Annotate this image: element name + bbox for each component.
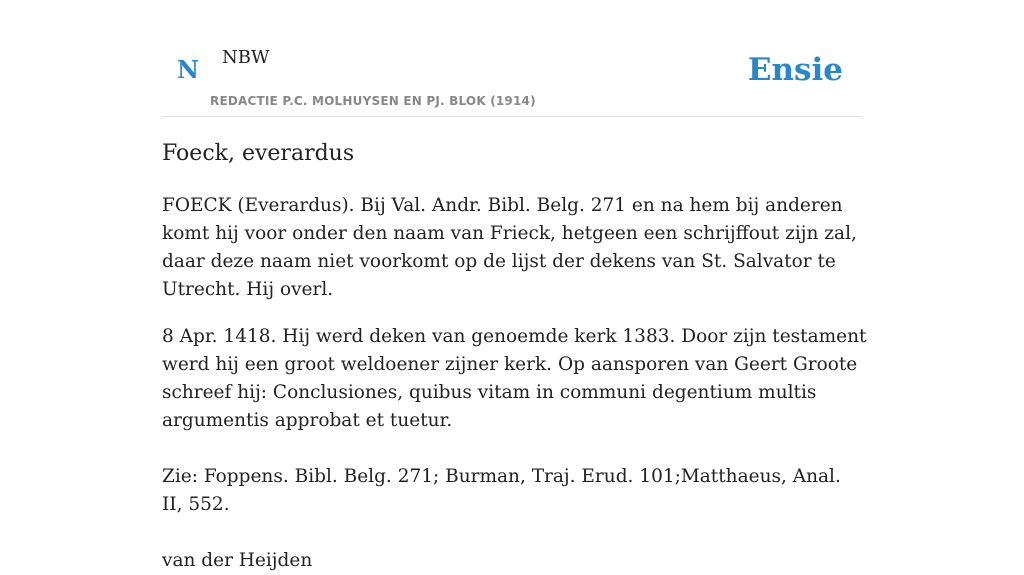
article-paragraph: 8 Apr. 1418. Hij werd deken van genoemde kerk 1383. Door zijn testament werd hij een groot weldoener zijner kerk. Op aansporen van Geert Groote schreef hij: Conclusiones, quibus vitam in communi degentium multis argumentis approbat et tuetur. xyxy=(162,326,867,431)
source-editors: REDACTIE P.C. MOLHUYSEN EN PJ. BLOK (1914) xyxy=(210,94,536,108)
article-references: Zie: Foppens. Bibl. Belg. 271; Burman, Traj. Erud. 101;Matthaeus, Anal. II, 552. xyxy=(162,466,841,515)
brand-logo[interactable]: Ensie xyxy=(747,52,843,88)
article-author: van der Heijden xyxy=(162,550,313,571)
article xyxy=(162,138,867,575)
article-title: Foeck, everardus xyxy=(162,141,355,166)
source-header xyxy=(162,0,862,117)
article-paragraph: FOECK (Everardus). Bij Val. Andr. Bibl. Belg. 271 en na hem bij anderen komt hij voor onder den naam van Frieck, hetgeen een schrijffout zijn zal, daar deze naam niet voorkomt op de lijst der dekens van St. Salvator te Utrecht. Hij overl. xyxy=(162,195,857,300)
source-logo[interactable]: N xyxy=(177,55,199,84)
source-name[interactable]: NBW xyxy=(222,47,270,68)
